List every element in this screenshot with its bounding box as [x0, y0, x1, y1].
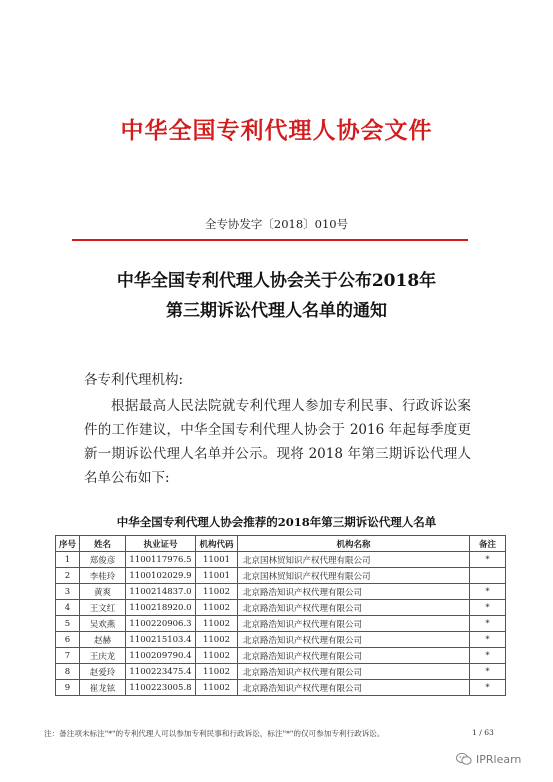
cell-agency-code: 11002	[196, 600, 238, 616]
cell-remark	[470, 568, 506, 584]
cell-remark: *	[470, 632, 506, 648]
cell-license: 1100117976.5	[126, 552, 196, 568]
cell-name: 吴欢燕	[80, 616, 126, 632]
cell-name: 赵爱玲	[80, 664, 126, 680]
cell-license: 1100215103.4	[126, 632, 196, 648]
table-row	[56, 680, 506, 696]
cell-agency-name: 北京路浩知识产权代理有限公司	[238, 664, 470, 680]
org-title: 中华全国专利代理人协会文件	[120, 118, 433, 144]
header-divider	[72, 239, 468, 241]
cell-remark: *	[470, 664, 506, 680]
cell-agency-code: 11002	[196, 632, 238, 648]
header-cell-remark: 备注	[470, 536, 506, 552]
cell-name: 李桂玲	[80, 568, 126, 584]
cell-license: 1100218920.0	[126, 600, 196, 616]
header-cell-agency-name: 机构名称	[238, 536, 470, 552]
cell-agency-name: 北京路浩知识产权代理有限公司	[238, 680, 470, 696]
notice-heading-line2: 第三期诉讼代理人名单的通知	[166, 301, 387, 321]
cell-agency-code: 11002	[196, 584, 238, 600]
watermark	[456, 752, 521, 766]
cell-license: 1100223475.4	[126, 664, 196, 680]
cell-agency-code: 11002	[196, 680, 238, 696]
litigation-agent-table	[55, 535, 506, 696]
table-body	[56, 552, 506, 696]
document-number: 全专协发字〔2018〕010号	[204, 217, 349, 231]
cell-index: 1	[56, 552, 80, 568]
cell-name: 王文红	[80, 600, 126, 616]
cell-agency-name: 北京路浩知识产权代理有限公司	[238, 584, 470, 600]
cell-index: 3	[56, 584, 80, 600]
header-cell-index: 序号	[56, 536, 80, 552]
table-row	[56, 664, 506, 680]
body-paragraph: 根据最高人民法院就专利代理人参加专利民事、行政诉讼案件的工作建议，中华全国专利代理人协会于 2016 年起每季度更新一期诉讼代理人名单并公示。现将 2018 年第三期诉讼代理人名单公布如下:	[84, 398, 471, 486]
notice-heading-line1: 中华全国专利代理人协会关于公布2018年	[116, 271, 437, 291]
cell-agency-name: 北京路浩知识产权代理有限公司	[238, 632, 470, 648]
cell-index: 9	[56, 680, 80, 696]
cell-license: 1100209790.4	[126, 648, 196, 664]
cell-index: 6	[56, 632, 80, 648]
footnote: 注：备注项未标注"*"的专利代理人可以参加专利民事和行政诉讼，标注"*"的仅可参加专利行政诉讼。	[44, 729, 385, 738]
cell-license: 1100223005.8	[126, 680, 196, 696]
cell-name: 郑俊彦	[80, 552, 126, 568]
cell-agency-name: 北京国林贸知识产权代理有限公司	[238, 552, 470, 568]
cell-remark: *	[470, 680, 506, 696]
watermark-text: IPRlearn	[476, 752, 522, 766]
cell-remark: *	[470, 648, 506, 664]
cell-index: 8	[56, 664, 80, 680]
cell-remark: *	[470, 616, 506, 632]
table-row	[56, 616, 506, 632]
table-row	[56, 600, 506, 616]
cell-agency-code: 11002	[196, 616, 238, 632]
cell-agency-name: 北京路浩知识产权代理有限公司	[238, 600, 470, 616]
header-cell-agency-code: 机构代码	[196, 536, 238, 552]
cell-agency-name: 北京国林贸知识产权代理有限公司	[238, 568, 470, 584]
page-number: 1 / 63	[472, 728, 494, 737]
header-cell-license: 执业证号	[126, 536, 196, 552]
cell-remark: *	[470, 600, 506, 616]
cell-agency-name: 北京路浩知识产权代理有限公司	[238, 616, 470, 632]
table-title: 中华全国专利代理人协会推荐的2018年第三期诉讼代理人名单	[116, 515, 437, 529]
table-row	[56, 584, 506, 600]
table-row	[56, 568, 506, 584]
cell-index: 2	[56, 568, 80, 584]
cell-agency-name: 北京路浩知识产权代理有限公司	[238, 648, 470, 664]
table-row	[56, 552, 506, 568]
table-row	[56, 648, 506, 664]
header-cell-name: 姓名	[80, 536, 126, 552]
cell-name: 王庆龙	[80, 648, 126, 664]
cell-remark: *	[470, 584, 506, 600]
salutation: 各专利代理机构:	[84, 372, 184, 388]
cell-remark: *	[470, 552, 506, 568]
cell-agency-code: 11001	[196, 552, 238, 568]
cell-agency-code: 11002	[196, 664, 238, 680]
cell-index: 7	[56, 648, 80, 664]
cell-name: 黄爽	[80, 584, 126, 600]
table-header-row	[56, 536, 506, 552]
wechat-icon	[456, 752, 472, 766]
cell-index: 4	[56, 600, 80, 616]
cell-agency-code: 11002	[196, 648, 238, 664]
cell-name: 赵赫	[80, 632, 126, 648]
table-row	[56, 632, 506, 648]
cell-license: 1100220906.3	[126, 616, 196, 632]
cell-agency-code: 11001	[196, 568, 238, 584]
cell-license: 1100214837.0	[126, 584, 196, 600]
cell-index: 5	[56, 616, 80, 632]
cell-license: 1100102029.9	[126, 568, 196, 584]
cell-name: 崔龙铉	[80, 680, 126, 696]
